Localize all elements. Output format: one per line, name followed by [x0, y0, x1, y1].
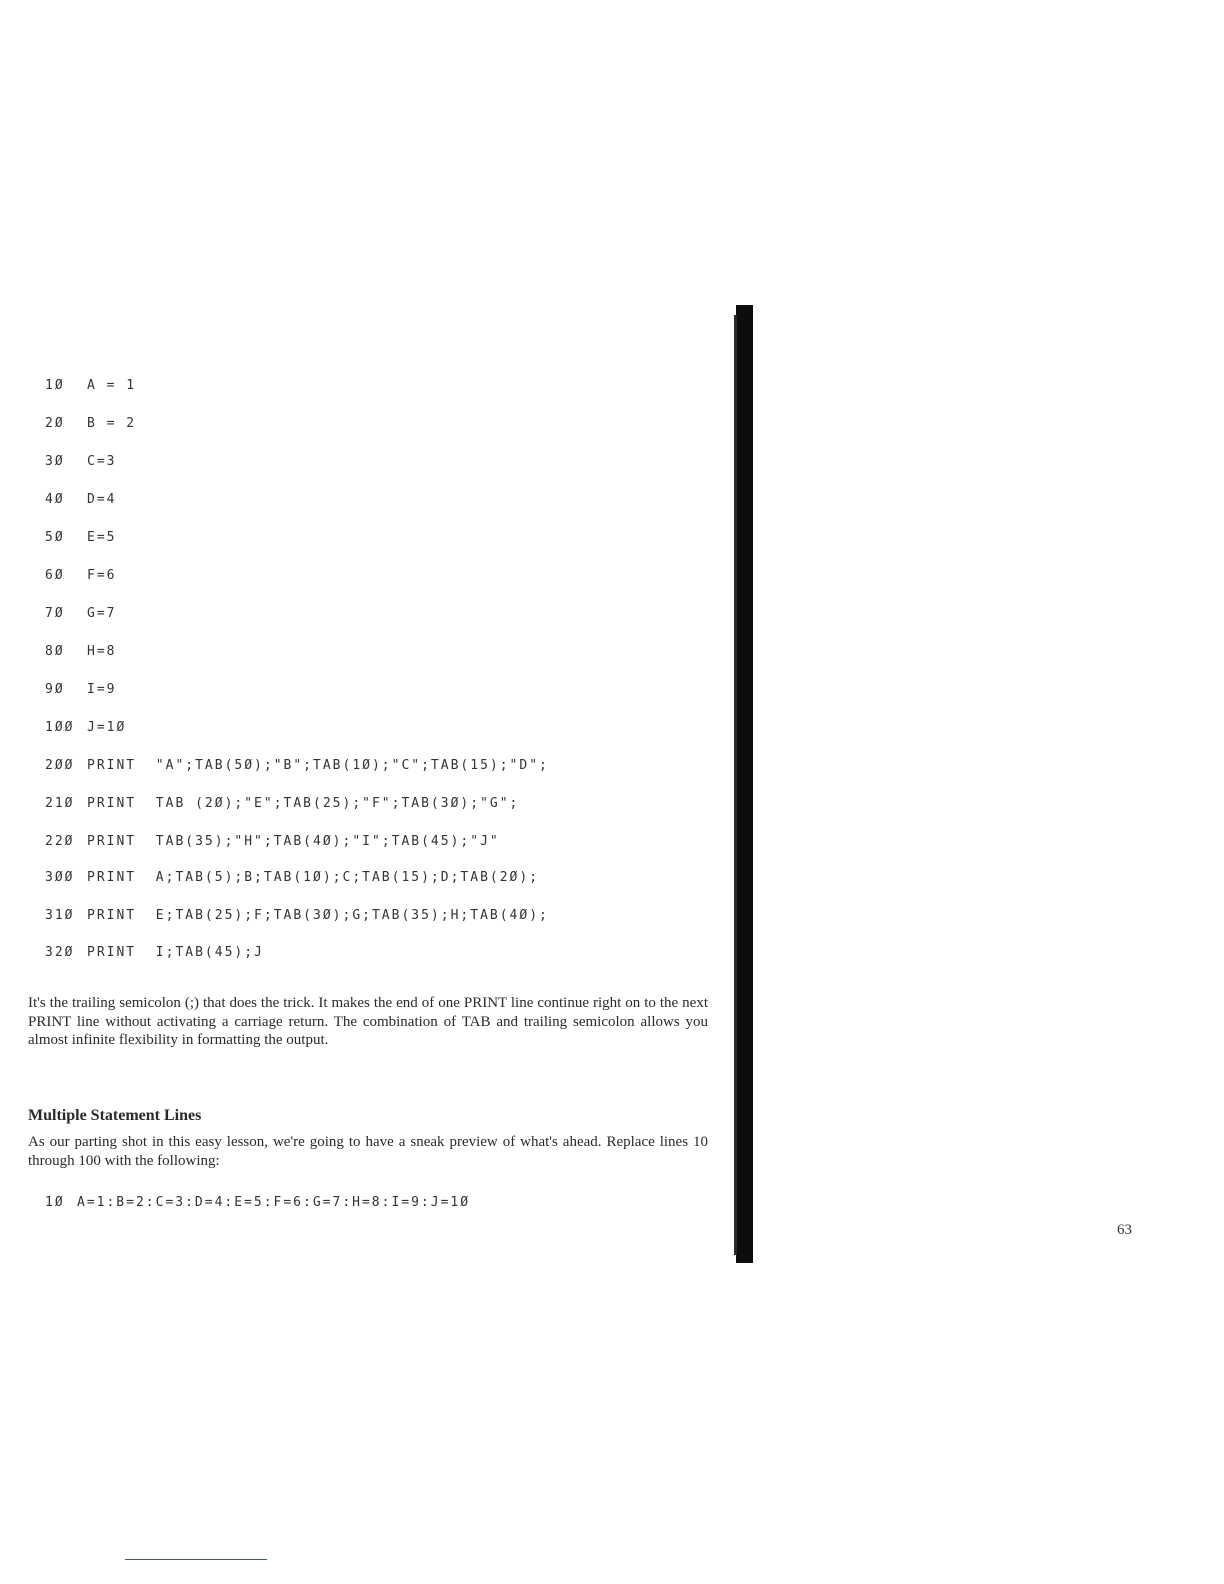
body-paragraph: As our parting shot in this easy lesson, we're going to have a sneak preview of what's ahead. Replace lines 10 through 100 with the following:: [28, 1134, 708, 1169]
code-line: 7Ø G=7: [45, 606, 117, 621]
code-line: 4Ø D=4: [45, 492, 117, 507]
section-heading: Multiple Statement Lines: [28, 1107, 202, 1124]
code-line: 9Ø I=9: [45, 682, 117, 697]
code-line: 3Ø C=3: [45, 454, 117, 469]
binding-gutter-bar: [736, 305, 753, 1263]
code-line: 22Ø PRINT TAB(35);"H";TAB(4Ø);"I";TAB(45);"J": [45, 834, 500, 849]
divider-line: [125, 1559, 267, 1560]
code-line: 3ØØ PRINT A;TAB(5);B;TAB(1Ø);C;TAB(15);D;TAB(2Ø);: [45, 870, 540, 885]
code-line: 1Ø A = 1: [45, 378, 137, 393]
code-line: 5Ø E=5: [45, 530, 117, 545]
code-line: 31Ø PRINT E;TAB(25);F;TAB(3Ø);G;TAB(35);H;TAB(4Ø);: [45, 908, 549, 923]
code-line: 6Ø F=6: [45, 568, 117, 583]
code-line: 2Ø B = 2: [45, 416, 137, 431]
code-line: 8Ø H=8: [45, 644, 117, 659]
page-number: 63: [1117, 1222, 1132, 1238]
code-line: 2ØØ PRINT "A";TAB(5Ø);"B";TAB(1Ø);"C";TAB(15);"D";: [45, 758, 549, 773]
code-line: 21Ø PRINT TAB (2Ø);"E";TAB(25);"F";TAB(3Ø);"G";: [45, 796, 520, 811]
code-line: 32Ø PRINT I;TAB(45);J: [45, 945, 264, 960]
body-paragraph: It's the trailing semicolon (;) that does the trick. It makes the end of one PRINT line continue right on to the next PRINT line without activating a carriage return. The combination of TAB and trailing semicolon allows you almost infinite flexibility in formatting the output.: [28, 995, 708, 1048]
code-line: 1ØØ J=1Ø: [45, 720, 127, 735]
code-line-final: 1Ø A=1:B=2:C=3:D=4:E=5:F=6:G=7:H=8:I=9:J=1Ø: [45, 1195, 471, 1210]
